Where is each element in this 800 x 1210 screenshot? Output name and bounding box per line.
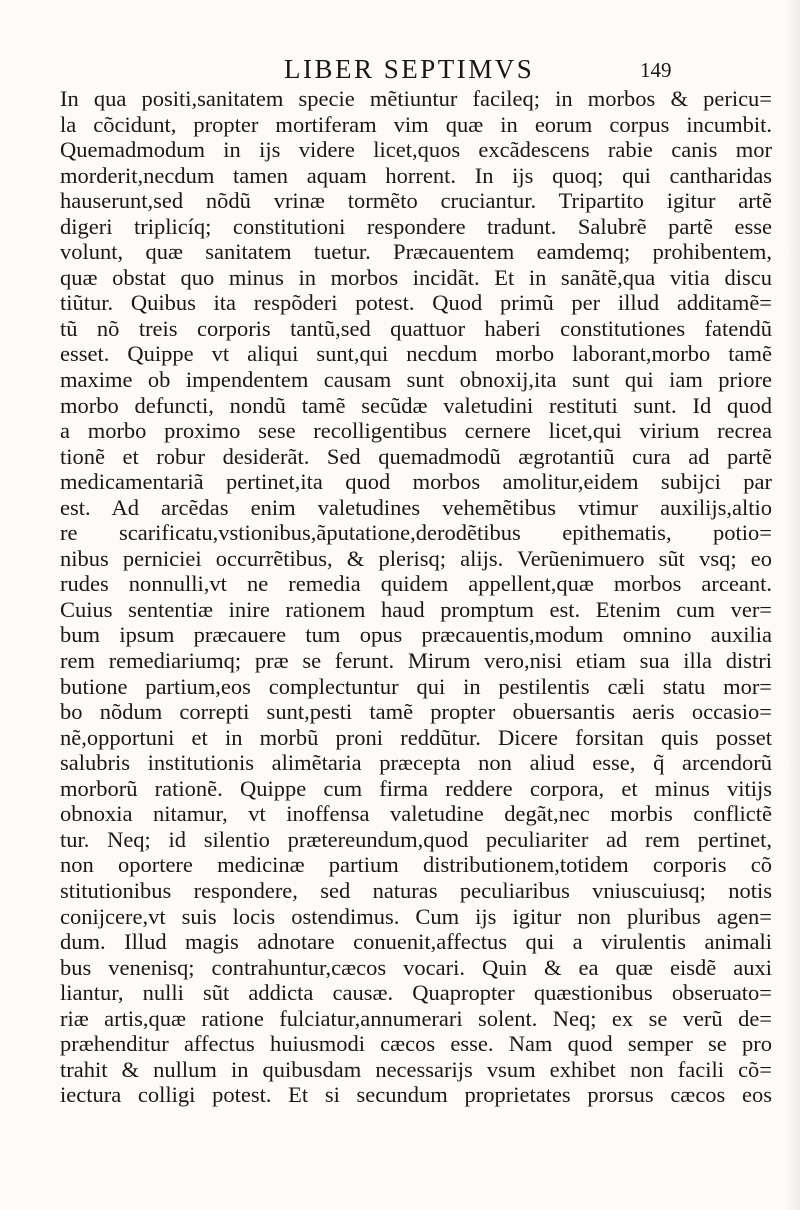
text-line: hauserunt,sed nõdũ vrinæ tormẽto cruciantur. Tripartito igitur artẽ	[60, 188, 772, 214]
text-line: tiũtur. Quibus ita respõderi potest. Quod primũ per illud additamẽ=	[60, 290, 772, 316]
text-line: morbo defuncti, nondũ tamẽ secũdæ valetudini restituti sunt. Id quod	[60, 392, 772, 418]
text-line: tur. Neq; id silentio prætereundum,quod peculiariter ad rem pertinet,	[60, 826, 772, 852]
page-number: 149	[640, 58, 672, 82]
text-line: tionẽ et robur desiderãt. Sed quemadmodũ ægrotantiũ cura ad partẽ	[60, 443, 772, 469]
text-line: volunt, quæ sanitatem tuetur. Præcauentem eamdemq; prohibentem,	[60, 239, 772, 265]
text-line: bus venenisq; contrahuntur,cæcos vocari. Quin & ea quæ eisdẽ auxi	[60, 954, 772, 980]
text-line: quæ obstat quo minus in morbos incidãt. Et in sanãtẽ,qua vitia discu	[60, 264, 772, 290]
text-line: butione partium,eos complectuntur qui in pestilentis cæli statu mor=	[60, 673, 772, 699]
running-head: LIBER SEPTIMVS	[284, 54, 535, 84]
text-line: a morbo proximo sese recolligentibus cernere licet,qui virium recrea	[60, 418, 772, 444]
text-line: Quemadmodum in ijs videre licet,quos excãdescens rabie canis mor	[60, 137, 772, 163]
text-line: bo nõdum correpti sunt,pesti tamẽ propter obuersantis aeris occasio=	[60, 699, 772, 725]
text-line: nẽ,opportuni et in morbũ proni reddũtur. Dicere forsitan quis posset	[60, 724, 772, 750]
text-line: iectura colligi potest. Et si secundum proprietates prorsus cæcos eos	[60, 1082, 772, 1108]
text-line: trahit & nullum in quibusdam necessarijs vsum exhibet non facili cõ=	[60, 1056, 772, 1082]
text-line: rudes nonnulli,vt ne remedia quidem appellent,quæ morbos arceant.	[60, 571, 772, 597]
text-line: digeri triplicíq; constitutioni respondere tradunt. Salubrẽ partẽ esse	[60, 213, 772, 239]
text-line: bum ipsum præcauere tum opus præcauentis,modum omnino auxilia	[60, 622, 772, 648]
text-line: medicamentariã pertinet,ita quod morbos amolitur,eidem subijci par	[60, 469, 772, 495]
text-line: In qua positi,sanitatem specie mẽtiuntur facileq; in morbos & pericu=	[60, 86, 772, 111]
text-line: liantur, nulli sũt addicta causæ. Quapropter quæstionibus obseruato=	[60, 980, 772, 1006]
text-line: morborũ rationẽ. Quippe cum firma reddere corpora, et minus vitijs	[60, 775, 772, 801]
text-line: est. Ad arcẽdas enim valetudines vehemẽtibus vtimur auxilijs,altio	[60, 494, 772, 520]
text-line: stitutionibus respondere, sed naturas peculiaribus vniuscuiusq; notis	[60, 877, 772, 903]
text-line: Cuius sententiæ inire rationem haud promptum est. Etenim cum ver=	[60, 596, 772, 622]
text-line: præhenditur affectus huiusmodi cæcos esse. Nam quod semper se pro	[60, 1031, 772, 1057]
text-line: maxime ob impendentem causam sunt obnoxij,ita sunt qui iam priore	[60, 367, 772, 393]
text-line: nibus perniciei occurrẽtibus, & plerisq; alijs. Verũenimuero sũt vsq; eo	[60, 545, 772, 571]
body-text	[60, 86, 772, 1108]
text-line: non oportere medicinæ partium distributionem,totidem corporis cõ	[60, 852, 772, 878]
text-line: riæ artis,quæ ratione fulciatur,annumerari solent. Neq; ex se verũ de=	[60, 1005, 772, 1031]
text-line: dum. Illud magis adnotare conuenit,affectus qui a virulentis animali	[60, 929, 772, 955]
text-line: obnoxia nitamur, vt inoffensa valetudine degãt,nec morbis conflictẽ	[60, 801, 772, 827]
text-line: la cõcidunt, propter mortiferam vim quæ in eorum corpus incumbit.	[60, 111, 772, 137]
text-line: salubris institutionis alimẽtaria præcepta non aliud esse, q̃ arcendorũ	[60, 750, 772, 776]
text-line: conijcere,vt suis locis ostendimus. Cum ijs igitur non pluribus agen=	[60, 903, 772, 929]
text-line: esset. Quippe vt aliqui sunt,qui necdum morbo laborant,morbo tamẽ	[60, 341, 772, 367]
text-line: tũ nõ treis corporis tantũ,sed quattuor haberi constitutiones fatendũ	[60, 315, 772, 341]
page-edge-shadow	[786, 0, 800, 1210]
text-line: morderit,necdum tamen aquam horrent. In ijs quoq; qui cantharidas	[60, 162, 772, 188]
text-line: rem remediariumq; præ se ferunt. Mirum vero,nisi etiam sua illa distri	[60, 648, 772, 674]
text-line: re scarificatu,vstionibus,ãputatione,derodẽtibus epithematis, potio=	[60, 520, 772, 546]
